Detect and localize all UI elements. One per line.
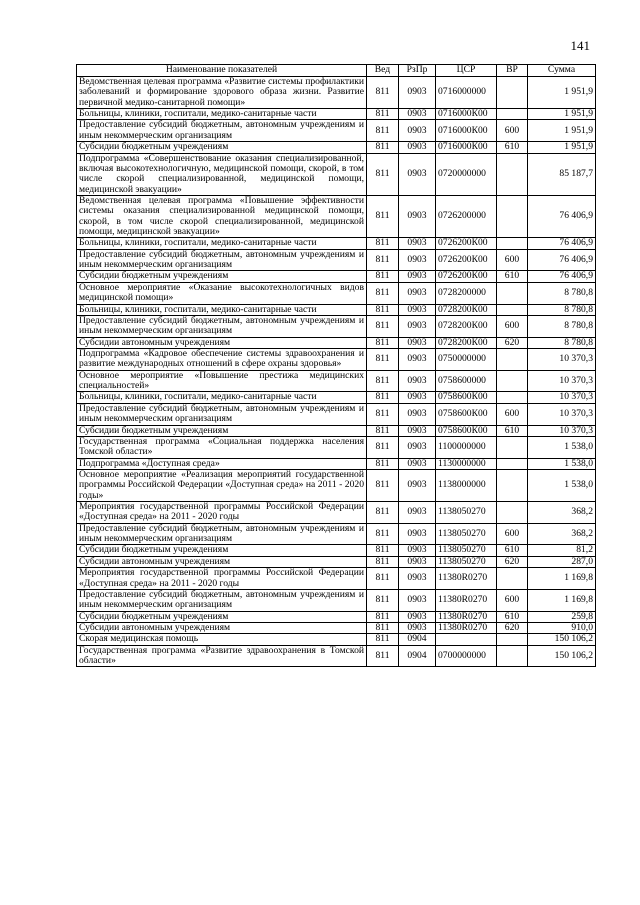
- cell-rzpr: 0903: [399, 370, 436, 392]
- table-row: [77, 568, 596, 590]
- cell-rzpr: 0903: [399, 195, 436, 237]
- cell-ved: 811: [367, 392, 399, 403]
- cell-name: Предоставление субсидий бюджетным, автономным учреждениям и иным некоммерческим организациям: [77, 403, 367, 425]
- table-row: [77, 458, 596, 469]
- cell-ved: 811: [367, 120, 399, 142]
- table-row: [77, 556, 596, 567]
- cell-rzpr: 0903: [399, 568, 436, 590]
- cell-name: Субсидии бюджетным учреждениям: [77, 271, 367, 282]
- cell-rzpr: 0903: [399, 392, 436, 403]
- cell-rzpr: 0903: [399, 142, 436, 153]
- table-row: [77, 238, 596, 249]
- cell-ved: 811: [367, 436, 399, 458]
- cell-csr: 0726200000: [436, 195, 497, 237]
- cell-name: Субсидии бюджетным учреждениям: [77, 142, 367, 153]
- table-row: [77, 109, 596, 120]
- cell-vr: [497, 304, 528, 315]
- table-row: [77, 77, 596, 109]
- cell-name: Субсидии автономным учреждениям: [77, 622, 367, 633]
- cell-rzpr: 0903: [399, 249, 436, 271]
- cell-sum: 150 106,2: [528, 645, 596, 667]
- cell-rzpr: 0903: [399, 304, 436, 315]
- cell-name: Основное мероприятие «Реализация мероприятий государственной программы Российской Федерации «Доступная среда» на 2011 - 2020 годы»: [77, 469, 367, 501]
- cell-name: Государственная программа «Развитие здравоохранения в Томской области»: [77, 645, 367, 667]
- header-sum: Сумма: [528, 65, 596, 77]
- cell-csr: 0700000000: [436, 645, 497, 667]
- cell-name: Основное мероприятие «Оказание высокотехнологичных видов медицинской помощи»: [77, 282, 367, 304]
- cell-sum: 1 951,9: [528, 120, 596, 142]
- cell-ved: 811: [367, 645, 399, 667]
- cell-sum: 368,2: [528, 523, 596, 545]
- cell-vr: [497, 348, 528, 370]
- cell-sum: 1 169,8: [528, 568, 596, 590]
- cell-rzpr: 0903: [399, 153, 436, 195]
- cell-ved: 811: [367, 315, 399, 337]
- cell-sum: 76 406,9: [528, 271, 596, 282]
- cell-sum: 10 370,3: [528, 403, 596, 425]
- cell-csr: 0728200К00: [436, 315, 497, 337]
- cell-vr: 600: [497, 403, 528, 425]
- cell-vr: [497, 153, 528, 195]
- cell-ved: 811: [367, 523, 399, 545]
- cell-csr: 1100000000: [436, 436, 497, 458]
- cell-rzpr: 0903: [399, 523, 436, 545]
- cell-vr: [497, 469, 528, 501]
- cell-sum: 8 780,8: [528, 337, 596, 348]
- cell-rzpr: 0904: [399, 645, 436, 667]
- cell-name: Субсидии бюджетным учреждениям: [77, 611, 367, 622]
- cell-rzpr: 0903: [399, 120, 436, 142]
- table-row: [77, 622, 596, 633]
- cell-name: Основное мероприятие «Повышение престижа медицинских специальностей»: [77, 370, 367, 392]
- table-row: [77, 315, 596, 337]
- cell-name: Субсидии бюджетным учреждениям: [77, 545, 367, 556]
- cell-ved: 811: [367, 282, 399, 304]
- table-row: [77, 545, 596, 556]
- cell-name: Предоставление субсидий бюджетным, автономным учреждениям и иным некоммерческим организациям: [77, 249, 367, 271]
- cell-rzpr: 0903: [399, 337, 436, 348]
- cell-sum: 10 370,3: [528, 425, 596, 436]
- table-row: [77, 370, 596, 392]
- cell-rzpr: 0903: [399, 502, 436, 524]
- cell-sum: 76 406,9: [528, 238, 596, 249]
- cell-sum: 1 538,0: [528, 436, 596, 458]
- cell-csr: 0726200К00: [436, 271, 497, 282]
- cell-vr: [497, 458, 528, 469]
- table-row: [77, 282, 596, 304]
- cell-csr: 0758600000: [436, 370, 497, 392]
- cell-ved: 811: [367, 142, 399, 153]
- cell-rzpr: 0903: [399, 589, 436, 611]
- cell-sum: 1 169,8: [528, 589, 596, 611]
- cell-ved: 811: [367, 425, 399, 436]
- cell-ved: 811: [367, 238, 399, 249]
- cell-sum: 85 187,7: [528, 153, 596, 195]
- cell-ved: 811: [367, 634, 399, 645]
- cell-csr: 0728200000: [436, 282, 497, 304]
- cell-csr: 11380R0270: [436, 622, 497, 633]
- table-row: [77, 502, 596, 524]
- cell-sum: 910,0: [528, 622, 596, 633]
- table-row: [77, 523, 596, 545]
- cell-sum: 81,2: [528, 545, 596, 556]
- table-row: [77, 195, 596, 237]
- cell-csr: 0728200К00: [436, 304, 497, 315]
- cell-name: Больницы, клиники, госпитали, медико-санитарные части: [77, 304, 367, 315]
- cell-sum: 10 370,3: [528, 370, 596, 392]
- cell-rzpr: 0903: [399, 469, 436, 501]
- table-row: [77, 645, 596, 667]
- cell-vr: [497, 436, 528, 458]
- cell-vr: [497, 645, 528, 667]
- cell-name: Ведомственная целевая программа «Развитие системы профилактики заболеваний и формирование здорового образа жизни. Развитие первичной медико-санитарной помощи»: [77, 77, 367, 109]
- cell-ved: 811: [367, 469, 399, 501]
- cell-name: Предоставление субсидий бюджетным, автономным учреждениям и иным некоммерческим организациям: [77, 589, 367, 611]
- cell-ved: 811: [367, 568, 399, 590]
- cell-ved: 811: [367, 502, 399, 524]
- cell-rzpr: 0903: [399, 545, 436, 556]
- cell-ved: 811: [367, 304, 399, 315]
- cell-vr: [497, 109, 528, 120]
- cell-csr: 0720000000: [436, 153, 497, 195]
- cell-sum: 76 406,9: [528, 195, 596, 237]
- table-header-row: [77, 65, 596, 77]
- cell-csr: 0758600К00: [436, 425, 497, 436]
- cell-sum: 8 780,8: [528, 315, 596, 337]
- cell-ved: 811: [367, 77, 399, 109]
- cell-name: Скорая медицинская помощь: [77, 634, 367, 645]
- cell-ved: 811: [367, 109, 399, 120]
- cell-vr: 610: [497, 611, 528, 622]
- cell-vr: 600: [497, 249, 528, 271]
- cell-name: Субсидии автономным учреждениям: [77, 556, 367, 567]
- table-row: [77, 337, 596, 348]
- cell-csr: 11380R0270: [436, 589, 497, 611]
- cell-vr: 620: [497, 556, 528, 567]
- cell-vr: [497, 568, 528, 590]
- cell-csr: 1138050270: [436, 502, 497, 524]
- cell-vr: [497, 392, 528, 403]
- cell-rzpr: 0903: [399, 109, 436, 120]
- cell-ved: 811: [367, 337, 399, 348]
- cell-rzpr: 0903: [399, 425, 436, 436]
- table-row: [77, 348, 596, 370]
- cell-rzpr: 0903: [399, 556, 436, 567]
- cell-vr: [497, 282, 528, 304]
- cell-sum: 76 406,9: [528, 249, 596, 271]
- cell-vr: [497, 502, 528, 524]
- cell-sum: 1 538,0: [528, 458, 596, 469]
- table-row: [77, 304, 596, 315]
- cell-vr: 600: [497, 120, 528, 142]
- cell-sum: 150 106,2: [528, 634, 596, 645]
- cell-csr: [436, 634, 497, 645]
- cell-csr: 0716000000: [436, 77, 497, 109]
- cell-ved: 811: [367, 370, 399, 392]
- cell-rzpr: 0903: [399, 77, 436, 109]
- cell-rzpr: 0903: [399, 282, 436, 304]
- cell-csr: 1138050270: [436, 545, 497, 556]
- cell-rzpr: 0904: [399, 634, 436, 645]
- cell-name: Предоставление субсидий бюджетным, автономным учреждениям и иным некоммерческим организациям: [77, 120, 367, 142]
- cell-sum: 1 951,9: [528, 109, 596, 120]
- cell-vr: [497, 634, 528, 645]
- table-row: [77, 153, 596, 195]
- cell-vr: 600: [497, 523, 528, 545]
- cell-rzpr: 0903: [399, 611, 436, 622]
- table-row: [77, 469, 596, 501]
- table-row: [77, 589, 596, 611]
- cell-name: Субсидии автономным учреждениям: [77, 337, 367, 348]
- cell-csr: 11380R0270: [436, 611, 497, 622]
- cell-name: Больницы, клиники, госпитали, медико-санитарные части: [77, 109, 367, 120]
- cell-csr: 1138050270: [436, 556, 497, 567]
- cell-rzpr: 0903: [399, 315, 436, 337]
- cell-vr: 610: [497, 271, 528, 282]
- cell-sum: 1 538,0: [528, 469, 596, 501]
- cell-name: Подпрограмма «Кадровое обеспечение системы здравоохранения и развитие международных отношений в сфере охраны здоровья»: [77, 348, 367, 370]
- cell-name: Больницы, клиники, госпитали, медико-санитарные части: [77, 392, 367, 403]
- header-vr: ВР: [497, 65, 528, 77]
- cell-vr: 610: [497, 545, 528, 556]
- cell-ved: 811: [367, 153, 399, 195]
- cell-vr: 620: [497, 337, 528, 348]
- cell-ved: 811: [367, 249, 399, 271]
- cell-name: Субсидии бюджетным учреждениям: [77, 425, 367, 436]
- cell-csr: 11380R0270: [436, 568, 497, 590]
- cell-vr: 610: [497, 425, 528, 436]
- cell-vr: 600: [497, 589, 528, 611]
- table-row: [77, 403, 596, 425]
- cell-csr: 0716000К00: [436, 109, 497, 120]
- table-row: [77, 249, 596, 271]
- cell-csr: 0750000000: [436, 348, 497, 370]
- header-rzpr: РзПр: [399, 65, 436, 77]
- cell-rzpr: 0903: [399, 436, 436, 458]
- cell-csr: 0758600К00: [436, 403, 497, 425]
- cell-name: Ведомственная целевая программа «Повышение эффективности системы оказания специализированной медицинской помощи, скорой, в том числе скорой специализированной, медицинской помощи, медицинской эвакуации»: [77, 195, 367, 237]
- cell-ved: 811: [367, 589, 399, 611]
- cell-sum: 1 951,9: [528, 77, 596, 109]
- cell-csr: 1138000000: [436, 469, 497, 501]
- table-row: [77, 392, 596, 403]
- cell-name: Больницы, клиники, госпитали, медико-санитарные части: [77, 238, 367, 249]
- cell-name: Подпрограмма «Совершенствование оказания специализированной, включая высокотехнологичную, медицинской помощи, скорой, в том числе скорой специализированной, медицинской помощи, медицинской эвакуации»: [77, 153, 367, 195]
- cell-ved: 811: [367, 271, 399, 282]
- cell-ved: 811: [367, 611, 399, 622]
- cell-rzpr: 0903: [399, 238, 436, 249]
- table-row: [77, 436, 596, 458]
- cell-csr: 0726200К00: [436, 249, 497, 271]
- cell-vr: 600: [497, 315, 528, 337]
- cell-vr: [497, 195, 528, 237]
- cell-sum: 8 780,8: [528, 304, 596, 315]
- table-row: [77, 120, 596, 142]
- cell-csr: 0758600К00: [436, 392, 497, 403]
- table-row: [77, 271, 596, 282]
- cell-sum: 8 780,8: [528, 282, 596, 304]
- table-row: [77, 611, 596, 622]
- cell-name: Подпрограмма «Доступная среда»: [77, 458, 367, 469]
- cell-vr: [497, 238, 528, 249]
- header-ved: Вед: [367, 65, 399, 77]
- cell-rzpr: 0903: [399, 348, 436, 370]
- cell-name: Государственная программа «Социальная поддержка населения Томской области»: [77, 436, 367, 458]
- cell-ved: 811: [367, 545, 399, 556]
- cell-ved: 811: [367, 348, 399, 370]
- cell-ved: 811: [367, 195, 399, 237]
- cell-sum: 368,2: [528, 502, 596, 524]
- cell-name: Предоставление субсидий бюджетным, автономным учреждениям и иным некоммерческим организациям: [77, 315, 367, 337]
- cell-name: Предоставление субсидий бюджетным, автономным учреждениям и иным некоммерческим организациям: [77, 523, 367, 545]
- cell-ved: 811: [367, 458, 399, 469]
- cell-csr: 0728200К00: [436, 337, 497, 348]
- cell-vr: [497, 77, 528, 109]
- cell-rzpr: 0903: [399, 271, 436, 282]
- cell-ved: 811: [367, 622, 399, 633]
- cell-ved: 811: [367, 556, 399, 567]
- cell-csr: 1130000000: [436, 458, 497, 469]
- cell-sum: 10 370,3: [528, 348, 596, 370]
- cell-sum: 10 370,3: [528, 392, 596, 403]
- table-row: [77, 634, 596, 645]
- cell-sum: 259,8: [528, 611, 596, 622]
- cell-rzpr: 0903: [399, 403, 436, 425]
- cell-rzpr: 0903: [399, 622, 436, 633]
- cell-csr: 1138050270: [436, 523, 497, 545]
- header-name: Наименование показателей: [77, 65, 367, 77]
- table-row: [77, 142, 596, 153]
- cell-vr: 610: [497, 142, 528, 153]
- budget-table: [76, 64, 596, 667]
- cell-ved: 811: [367, 403, 399, 425]
- cell-csr: 0726200К00: [436, 238, 497, 249]
- cell-sum: 1 951,9: [528, 142, 596, 153]
- header-csr: ЦСР: [436, 65, 497, 77]
- cell-name: Мероприятия государственной программы Российской Федерации «Доступная среда» на 2011 - 2020 годы: [77, 568, 367, 590]
- cell-csr: 0716000К00: [436, 142, 497, 153]
- cell-name: Мероприятия государственной программы Российской Федерации «Доступная среда» на 2011 - 2020 годы: [77, 502, 367, 524]
- cell-sum: 287,0: [528, 556, 596, 567]
- cell-rzpr: 0903: [399, 458, 436, 469]
- cell-vr: [497, 370, 528, 392]
- cell-vr: 620: [497, 622, 528, 633]
- cell-csr: 0716000К00: [436, 120, 497, 142]
- table-row: [77, 425, 596, 436]
- page-number: 141: [570, 38, 590, 53]
